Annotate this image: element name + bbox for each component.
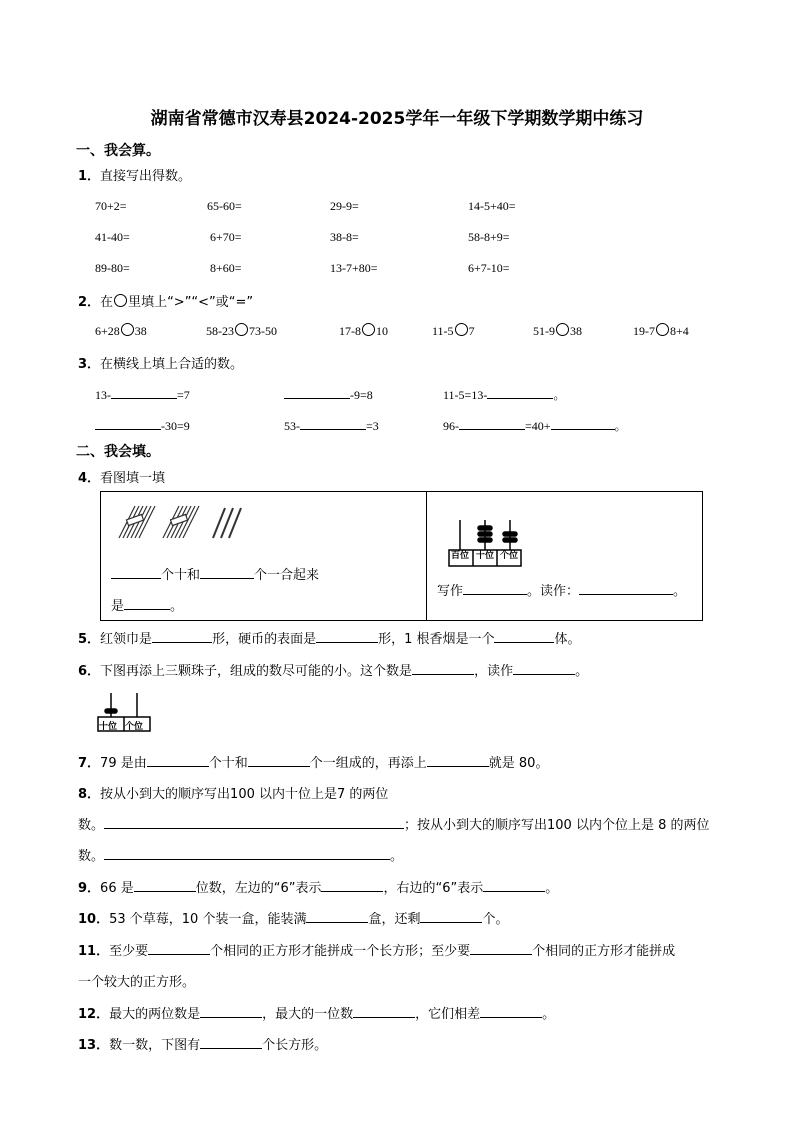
fill-text: 个。: [482, 912, 509, 927]
answer-blank[interactable]: [111, 566, 161, 579]
question-number: 9．: [78, 881, 101, 896]
fill-text: 66 是: [100, 881, 134, 896]
question-9: [78, 877, 558, 896]
fill-text: 写作: [437, 584, 464, 599]
question-text: 在: [100, 295, 114, 310]
box-right-line: [437, 580, 686, 599]
fill-text: -9=8: [350, 388, 373, 402]
fill-text: ，它们相差: [415, 1007, 481, 1022]
answer-blank[interactable]: [513, 662, 575, 675]
question-number: 10．: [78, 912, 110, 927]
compare-left: 58-23: [206, 324, 234, 338]
fill-text: 。: [673, 584, 687, 599]
fill-item: [95, 386, 190, 403]
answer-blank[interactable]: [152, 630, 212, 643]
fill-text: 。: [614, 419, 627, 433]
sticks-bundles-icon: [115, 502, 255, 542]
fill-text: 。读作：: [527, 584, 580, 599]
fill-text: 形，1 根香烟是一个: [378, 632, 495, 647]
fill-text: 数。: [78, 849, 105, 864]
fill-text: 红领巾是: [100, 632, 153, 647]
compare-right: 38: [570, 324, 582, 338]
exercise: 13-7+80=: [330, 261, 378, 275]
question-text: 里填上“>”“<”或“=”: [128, 295, 254, 310]
compare-left: 6+28: [95, 324, 120, 338]
fill-text: 。: [390, 849, 404, 864]
answer-blank[interactable]: [412, 662, 474, 675]
picture-box: [100, 491, 703, 621]
box-left-line1: [111, 564, 319, 583]
fill-text: 个相同的正方形才能拼成: [532, 944, 676, 959]
box-divider: [426, 492, 427, 620]
question-text: 直接写出得数。: [100, 169, 192, 184]
fill-text: 。: [575, 664, 589, 679]
fill-text: 个十和: [208, 756, 248, 771]
answer-blank[interactable]: [494, 630, 554, 643]
answer-blank[interactable]: [111, 386, 177, 399]
question-text: 看图填一填: [100, 471, 166, 486]
fill-text: 就是 80。: [488, 756, 549, 771]
compare-right: 7: [468, 324, 475, 338]
answer-blank[interactable]: [459, 417, 525, 430]
fill-text: ；按从小到大的顺序写出100 以内个位上是 8 的两位: [404, 818, 710, 833]
answer-blank[interactable]: [284, 386, 350, 399]
answer-blank[interactable]: [300, 417, 366, 430]
exercise: 8+60=: [210, 261, 242, 275]
compare-left: 11-5: [432, 324, 454, 338]
fill-text: 最大的两位数是: [109, 1007, 201, 1022]
exercise: 6+70=: [210, 230, 242, 244]
compare-circle[interactable]: [121, 323, 134, 336]
question-10: [78, 908, 508, 927]
bundle-of-ten-icon: [119, 506, 155, 538]
answer-blank[interactable]: [124, 597, 170, 610]
answer-blank[interactable]: [483, 879, 545, 892]
fill-text: ，读作: [474, 664, 514, 679]
question-11: [78, 940, 675, 959]
fill-item: [284, 386, 373, 403]
fill-text: 个相同的正方形才能拼成一个长方形；至少要: [210, 944, 471, 959]
compare-left: 19-7: [633, 324, 655, 338]
answer-blank[interactable]: [463, 582, 527, 595]
fill-text: 。: [553, 388, 566, 402]
compare-circle[interactable]: [362, 323, 375, 336]
question-12: [78, 1003, 555, 1022]
fill-text: 数。: [78, 818, 105, 833]
compare-item: [339, 323, 388, 339]
answer-blank[interactable]: [316, 630, 378, 643]
fill-text: ，右边的“6”表示: [383, 881, 484, 896]
exercise: 6+7-10=: [468, 261, 510, 275]
compare-right: 10: [376, 324, 388, 338]
compare-item: [95, 323, 147, 339]
question-number: 12．: [78, 1007, 110, 1022]
question-5: [78, 628, 581, 647]
fill-text: 个十和: [161, 568, 201, 583]
question-number: 5．: [78, 632, 101, 647]
fill-text: 53 个草莓，10 个装一盒，能装满: [109, 912, 307, 927]
fill-text: ，最大的一位数: [262, 1007, 354, 1022]
abacus-label-ones: 个位: [125, 722, 144, 732]
answer-blank[interactable]: [134, 879, 196, 892]
question-text: 在横线上填上合适的数。: [100, 357, 244, 372]
fill-text: 个长方形。: [262, 1038, 328, 1053]
exercise: 70+2=: [95, 199, 127, 213]
fill-item: [443, 417, 627, 434]
fill-item: [443, 386, 565, 403]
answer-blank[interactable]: [321, 879, 383, 892]
question-number: 6．: [78, 664, 101, 679]
answer-blank[interactable]: [148, 942, 210, 955]
abacus-label-tens: 十位: [475, 551, 494, 561]
answer-blank[interactable]: [487, 386, 553, 399]
compare-item: [633, 323, 689, 339]
question-number: 7．: [78, 756, 101, 771]
exercise: 41-40=: [95, 230, 130, 244]
fill-text: 形，硬币的表面是: [212, 632, 317, 647]
answer-blank[interactable]: [104, 816, 404, 829]
answer-blank[interactable]: [353, 1005, 415, 1018]
answer-blank[interactable]: [95, 417, 161, 430]
exercise: 89-80=: [95, 261, 130, 275]
fill-text: 96-: [443, 419, 459, 433]
box-left-line2: [111, 595, 183, 614]
fill-text: 位数，左边的“6”表示: [195, 881, 322, 896]
answer-blank[interactable]: [480, 1005, 542, 1018]
question-6: [78, 660, 588, 679]
question-number: 3．: [78, 357, 101, 372]
answer-blank[interactable]: [551, 417, 615, 430]
fill-text: 是: [111, 599, 125, 614]
compare-left: 17-8: [339, 324, 361, 338]
fill-text: 53-: [284, 419, 300, 433]
answer-blank[interactable]: [306, 910, 368, 923]
fill-text: =40+: [525, 419, 551, 433]
fill-text: 按从小到大的顺序写出100 以内十位上是7 的两位: [100, 787, 389, 802]
bundle-of-ten-icon: [163, 506, 199, 538]
exercise: 29-9=: [330, 199, 359, 213]
question-3: [78, 353, 243, 372]
answer-blank[interactable]: [200, 1005, 262, 1018]
question-8-line2: [78, 814, 710, 833]
compare-right: 38: [134, 324, 147, 338]
question-13: [78, 1034, 327, 1053]
answer-blank[interactable]: [147, 754, 209, 767]
fill-text: 个一合起来: [254, 568, 320, 583]
question-number: 8．: [78, 787, 101, 802]
fill-item: [284, 417, 379, 434]
single-stick-icon: [213, 508, 241, 538]
fill-text: 13-: [95, 388, 111, 402]
compare-circle[interactable]: [656, 323, 669, 336]
exercise: 58-8+9=: [468, 230, 510, 244]
question-number: 2．: [78, 295, 101, 310]
fill-text: 个一组成的，再添上: [309, 756, 427, 771]
compare-item: [432, 323, 475, 339]
compare-circle: [114, 294, 127, 307]
question-number: 1．: [78, 169, 101, 184]
question-8: [78, 783, 388, 802]
fill-text: 。: [545, 881, 559, 896]
fill-text: 。: [542, 1007, 556, 1022]
fill-text: 11-5=13-: [443, 388, 488, 402]
answer-blank[interactable]: [579, 582, 673, 595]
answer-blank[interactable]: [200, 1036, 262, 1049]
compare-right: 73-50: [249, 324, 277, 338]
fill-text: 数一数，下图有: [109, 1038, 201, 1053]
fill-text: 盒，还剩: [368, 912, 421, 927]
abacus-label-hundreds: 百位: [450, 551, 469, 561]
answer-blank[interactable]: [248, 754, 310, 767]
question-number: 11．: [78, 944, 110, 959]
exercise: 38-8=: [330, 230, 359, 244]
answer-blank[interactable]: [104, 847, 390, 860]
abacus-label-ones: 个位: [499, 551, 518, 561]
question-number: 4．: [78, 471, 101, 486]
compare-left: 51-9: [533, 324, 555, 338]
question-1: [78, 165, 191, 184]
answer-blank[interactable]: [470, 942, 532, 955]
fill-text: 下图再添上三颗珠子，组成的数尽可能的小。这个数是: [100, 664, 413, 679]
compare-right: 8+4: [670, 324, 689, 338]
question-4: [78, 467, 165, 486]
question-2: [78, 291, 253, 310]
exercise: 14-5+40=: [468, 199, 516, 213]
fill-text: 体。: [554, 632, 581, 647]
fill-text: =7: [177, 388, 190, 402]
page-title: 湖南省常德市汉寿县2024-2025学年一年级下学期数学期中练习: [150, 109, 644, 129]
fill-item: [95, 417, 190, 434]
fill-text: 79 是由: [100, 756, 147, 771]
question-number: 13．: [78, 1038, 110, 1053]
answer-blank[interactable]: [427, 754, 489, 767]
question-7: [78, 752, 548, 771]
fill-text: 。: [170, 599, 184, 614]
compare-circle[interactable]: [235, 323, 248, 336]
fill-text: =3: [366, 419, 379, 433]
question-11-line2: 一个较大的正方形。: [78, 975, 196, 990]
answer-blank[interactable]: [420, 910, 482, 923]
question-8-line3: [78, 845, 403, 864]
section-heading-2: 二、我会填。: [76, 444, 160, 460]
compare-circle[interactable]: [556, 323, 569, 336]
answer-blank[interactable]: [200, 566, 254, 579]
compare-item: [206, 323, 277, 339]
abacus-label-tens: 十位: [99, 722, 118, 732]
compare-circle[interactable]: [455, 323, 468, 336]
fill-text: -30=9: [161, 419, 190, 433]
exercise: 65-60=: [207, 199, 242, 213]
section-heading-1: 一、我会算。: [76, 143, 160, 159]
fill-text: 至少要: [109, 944, 149, 959]
compare-item: [533, 323, 582, 339]
